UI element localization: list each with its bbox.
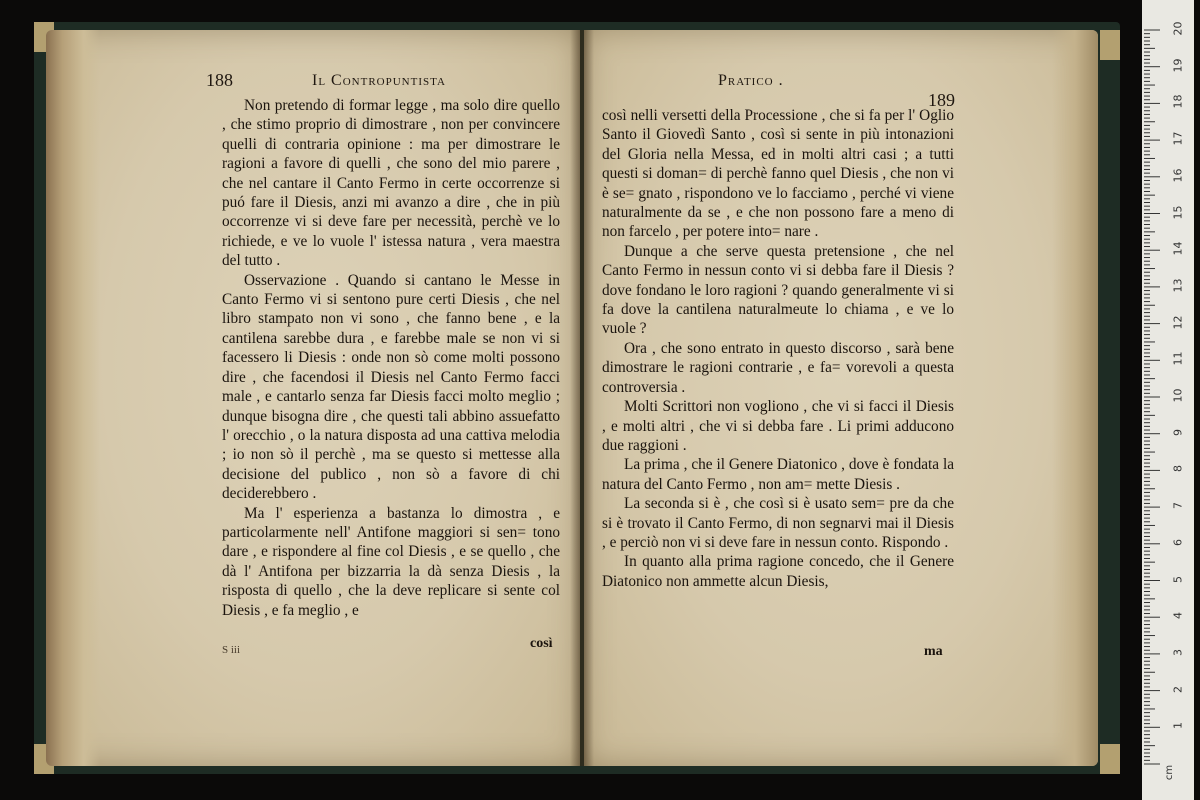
paragraph: così nelli versetti della Processione , che si fa per l' Oglio Santo il Giovedì Santo , così si sente in più intonazioni del Gloria nella Messa, ed in molti altri casi ; a tutti questi si doman= di perchè fanno quel Diesis , che non vi è se= gnato , rispondono ve lo facciamo , perché vi viene naturalmente da se , e che non possono fare a meno di non farcelo , per potere into= nare . [602, 107, 954, 241]
left-page-text [222, 96, 560, 620]
ruler-label: 12 [1171, 315, 1185, 330]
right-page-edge [1052, 30, 1098, 766]
book-corner-top-right [1100, 30, 1120, 60]
ruler-label: 20 [1171, 21, 1185, 36]
ruler-label: 9 [1171, 428, 1185, 436]
ruler-label: 4 [1171, 612, 1185, 620]
ruler-label: 13 [1171, 278, 1185, 293]
right-running-title: Pratico . [718, 72, 784, 89]
ruler-label: 6 [1171, 538, 1185, 546]
left-page-edge [46, 30, 100, 766]
ruler-label: 16 [1171, 168, 1185, 183]
left-catchword: così [530, 636, 553, 651]
ruler-label: 7 [1171, 502, 1185, 510]
ruler-label: 14 [1171, 241, 1185, 256]
ruler-label: 17 [1171, 131, 1185, 146]
measurement-ruler [1142, 0, 1194, 800]
ruler-label: 11 [1171, 351, 1185, 366]
ruler-label: 1 [1171, 722, 1185, 730]
paragraph: La seconda si è , che così si è usato sem= pre da che si è trovato il Canto Fermo, di non segnarvi mai il Diesis , e perciò non vi si deve fare in nessun conto. Rispondo . [602, 495, 954, 551]
ruler-label: 2 [1171, 685, 1185, 693]
ruler-label: 19 [1171, 58, 1185, 73]
paragraph: Dunque a che serve questa pretensione , che nel Canto Fermo in nessun conto vi si debba fare il Diesis ? dove fondano le loro ragioni ? quando generalmente vi si fa dove la cantilena naturalmeute lo chiama , e ve lo vuole ? [602, 242, 954, 338]
paragraph: Molti Scrittori non vogliono , che vi si facci il Diesis , e molti altri , che vi si debba fare . Li primi adducono due raggioni . [602, 398, 954, 454]
right-page-header [600, 70, 960, 110]
ruler-unit: cm [1164, 764, 1176, 781]
paragraph: La prima , che il Genere Diatonico , dove è fondata la natura del Canto Fermo , non am= mette Diesis . [602, 456, 954, 493]
paragraph: Ora , che sono entrato in questo discorso , sarà bene dimostrare le ragioni contrarie , e fa= vorevoli a questa controversia . [602, 339, 954, 396]
book-corner-bottom-right [1100, 744, 1120, 774]
right-page-number: 189 [928, 90, 955, 110]
ruler-label: 18 [1171, 94, 1185, 109]
open-book [34, 22, 1120, 774]
ruler-label: 15 [1171, 205, 1185, 219]
left-page-number: 188 [206, 70, 233, 90]
ruler-label: 10 [1171, 388, 1185, 403]
paragraph: In quanto alla prima ragione concedo, che il Genere Diatonico non ammette alcun Diesis, [602, 553, 954, 590]
ruler-ticks [1142, 0, 1194, 800]
book-gutter [570, 30, 594, 766]
right-catchword: ma [924, 644, 943, 659]
paragraph: Non pretendo di formar legge , ma solo dire quello , che stimo proprio di dimostrare , non per convincere quelli di contraria opinione : ma per dimostrare le ragioni a favore di quelli , che sono del mio parere , che nel cantare il Canto Fermo in certe occorrenze si puó fare il Diesis, anzi mi avanzo a dire , che in più occorrenze vi si deve fare per necessità, perchè ve lo richiede, e ve lo vuole l' istessa natura , vera maestra del tutto . [222, 97, 560, 270]
ruler-label: 8 [1171, 465, 1185, 473]
ruler-label: 3 [1171, 648, 1185, 656]
paragraph: Ma l' esperienza a bastanza lo dimostra , e particolarmente nell' Antifone maggiori si sen= tono dare , e rispondere al fine col Diesis , e se quello , che dà l' Antifona per bizzarria la dà senza Diesis , la risposta di quello , che la deve replicare si sente col Diesis , e fa meglio , e [222, 504, 560, 619]
left-running-title: Il Contropuntista [312, 72, 446, 89]
ruler-label: 5 [1171, 575, 1185, 583]
right-page-text [602, 106, 954, 591]
left-page-header [206, 70, 566, 94]
signature-mark: S iii [222, 644, 241, 656]
paragraph: Osservazione . Quando si cantano le Messe in Canto Fermo vi si sentono pure certi Diesis , che nel libro stampato non vi sono , che fanno bene , e la cantilena sarebbe dura , e farebbe male se non vi si facessero li Diesis : onde non sò come molti possono dire , che facendosi il Diesis nel Canto Fermo facci male , e cantarlo senza far Diesis facci molto meglio ; dunque bisogna dire , che questi tali abbino assuefatto l' orecchio , o la natura disposta ad una cattiva melodia ; io non sò il perchè , ma se questo si mettesse alla decisione del publico , non sò a favore di chi deciderebbero . [222, 271, 560, 503]
